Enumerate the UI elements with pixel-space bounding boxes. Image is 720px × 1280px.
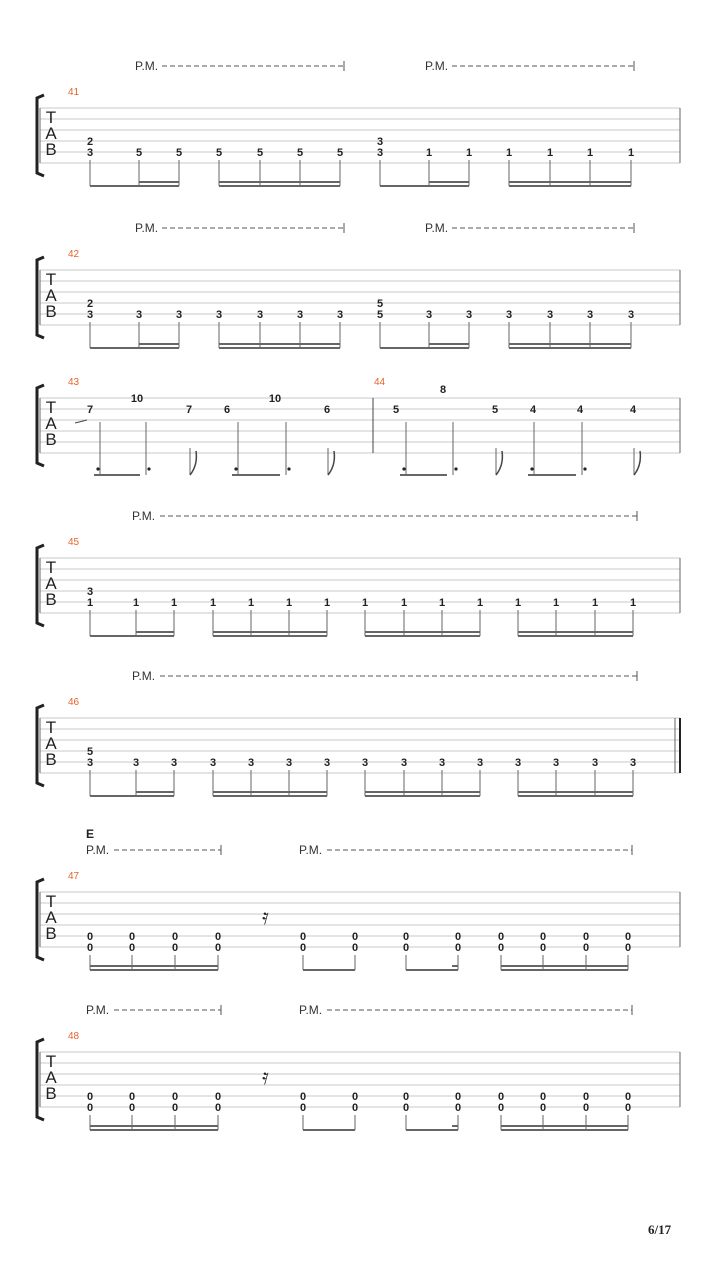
measure-number: 44 [374, 377, 386, 388]
fret-number: 3 [514, 757, 522, 769]
fret-number: 3 [209, 757, 217, 769]
fret-number: 0 [539, 1102, 547, 1114]
fret-number: 0 [624, 1102, 632, 1114]
palm-mute-label: P.M. [86, 1003, 110, 1017]
fret-number: 0 [351, 1091, 359, 1103]
fret-number: 0 [624, 931, 632, 943]
tab-clef-letter: B [45, 1084, 57, 1103]
fret-number: 5 [135, 147, 143, 159]
tab-clef-letter: B [45, 750, 57, 769]
fret-number: 3 [361, 757, 369, 769]
measure-number: 47 [68, 871, 80, 882]
fret-number: 1 [476, 597, 484, 609]
fret-number: 3 [86, 586, 94, 598]
palm-mute-label: P.M. [135, 59, 159, 73]
fret-number: 0 [214, 942, 222, 954]
tab-clef-letter: T [45, 270, 57, 289]
fret-number: 0 [86, 942, 94, 954]
fret-number: 10 [130, 393, 144, 405]
tab-clef-letter: T [45, 892, 57, 911]
note-flag [328, 451, 334, 475]
tab-clef-letter: B [45, 302, 57, 321]
fret-number: 5 [491, 404, 499, 416]
fret-number: 0 [497, 931, 505, 943]
fret-number: 1 [247, 597, 255, 609]
fret-number: 1 [400, 597, 408, 609]
fret-number: 5 [376, 309, 384, 321]
fret-number: 3 [400, 757, 408, 769]
fret-number: 0 [454, 1091, 462, 1103]
fret-number: 0 [454, 942, 462, 954]
dot [147, 467, 150, 470]
fret-number: 3 [86, 147, 94, 159]
dot [583, 467, 586, 470]
fret-number: 0 [497, 942, 505, 954]
fret-number: 1 [546, 147, 554, 159]
fret-number: 3 [629, 757, 637, 769]
fret-number: 0 [128, 1091, 136, 1103]
measure-number: 46 [68, 697, 80, 708]
section-marker: E [86, 827, 95, 841]
fret-number: 0 [497, 1102, 505, 1114]
palm-mute-label: P.M. [425, 59, 449, 73]
fret-number: 0 [402, 1091, 410, 1103]
fret-number: 4 [576, 404, 584, 416]
palm-mute-label: P.M. [86, 843, 110, 857]
fret-number: 0 [454, 931, 462, 943]
fret-number: 2 [86, 136, 94, 148]
dot [530, 467, 533, 470]
fret-number: 0 [351, 931, 359, 943]
tab-clef-letter: T [45, 1052, 57, 1071]
tab-clef-letter: A [45, 908, 57, 927]
fret-number: 0 [582, 1102, 590, 1114]
fret-number: 0 [539, 1091, 547, 1103]
fret-number: 0 [582, 1091, 590, 1103]
note-flag [496, 451, 502, 475]
fret-number: 3 [215, 309, 223, 321]
tab-clef-letter: T [45, 558, 57, 577]
dot [287, 467, 290, 470]
tab-clef-letter: T [45, 108, 57, 127]
fret-number: 1 [323, 597, 331, 609]
measure-number: 42 [68, 249, 80, 260]
fret-number: 0 [582, 931, 590, 943]
fret-number: 10 [268, 393, 282, 405]
fret-number: 0 [402, 942, 410, 954]
fret-number: 0 [351, 942, 359, 954]
fret-number: 1 [361, 597, 369, 609]
tab-clef-letter: B [45, 924, 57, 943]
fret-number: 0 [299, 1102, 307, 1114]
fret-number: 0 [171, 931, 179, 943]
fret-number: 3 [376, 136, 384, 148]
fret-number: 0 [539, 942, 547, 954]
fret-number: 3 [323, 757, 331, 769]
fret-number: 0 [402, 931, 410, 943]
tab-clef-letter: A [45, 1068, 57, 1087]
fret-number: 1 [586, 147, 594, 159]
fret-number: 0 [86, 1102, 94, 1114]
fret-number: 3 [438, 757, 446, 769]
fret-number: 1 [627, 147, 635, 159]
fret-number: 0 [214, 931, 222, 943]
fret-number: 1 [505, 147, 513, 159]
dot [96, 467, 99, 470]
fret-number: 0 [582, 942, 590, 954]
fret-number: 0 [171, 942, 179, 954]
fret-number: 1 [209, 597, 217, 609]
fret-number: 0 [128, 942, 136, 954]
fret-number: 2 [86, 298, 94, 310]
tab-clef-letter: A [45, 124, 57, 143]
tab-clef-letter: B [45, 140, 57, 159]
fret-number: 3 [296, 309, 304, 321]
tab-clef-letter: B [45, 430, 57, 449]
fret-number: 1 [629, 597, 637, 609]
fret-number: 1 [438, 597, 446, 609]
fret-number: 8 [439, 384, 447, 396]
fret-number: 1 [591, 597, 599, 609]
fret-number: 3 [546, 309, 554, 321]
palm-mute-label: P.M. [299, 1003, 323, 1017]
fret-number: 0 [624, 1091, 632, 1103]
fret-number: 3 [247, 757, 255, 769]
fret-number: 0 [299, 942, 307, 954]
fret-number: 0 [214, 1102, 222, 1114]
measure-number: 43 [68, 377, 80, 388]
fret-number: 0 [86, 1091, 94, 1103]
note-flag [634, 451, 640, 475]
rest-symbol: 𝄿 [262, 1065, 269, 1090]
fret-number: 3 [132, 757, 140, 769]
fret-number: 0 [128, 931, 136, 943]
note-flag [190, 451, 196, 475]
fret-number: 0 [624, 942, 632, 954]
fret-number: 5 [256, 147, 264, 159]
fret-number: 0 [351, 1102, 359, 1114]
fret-number: 5 [296, 147, 304, 159]
fret-number: 5 [86, 746, 94, 758]
palm-mute-label: P.M. [425, 221, 449, 235]
fret-number: 3 [175, 309, 183, 321]
fret-number: 1 [465, 147, 473, 159]
fret-number: 0 [128, 1102, 136, 1114]
fret-number: 1 [285, 597, 293, 609]
fret-number: 3 [627, 309, 635, 321]
fret-number: 7 [185, 404, 193, 416]
fret-number: 1 [552, 597, 560, 609]
fret-number: 4 [529, 404, 537, 416]
fret-number: 3 [465, 309, 473, 321]
tab-clef-letter: A [45, 574, 57, 593]
fret-number: 0 [497, 1091, 505, 1103]
fret-number: 5 [376, 298, 384, 310]
tab-clef-letter: A [45, 414, 57, 433]
measure-number: 48 [68, 1031, 80, 1042]
fret-number: 3 [552, 757, 560, 769]
fret-number: 0 [454, 1102, 462, 1114]
fret-number: 3 [86, 757, 94, 769]
palm-mute-label: P.M. [135, 221, 159, 235]
fret-number: 0 [214, 1091, 222, 1103]
fret-number: 1 [132, 597, 140, 609]
dot [454, 467, 457, 470]
fret-number: 1 [514, 597, 522, 609]
fret-number: 3 [505, 309, 513, 321]
rest-symbol: 𝄿 [262, 905, 269, 930]
fret-number: 3 [170, 757, 178, 769]
fret-number: 5 [336, 147, 344, 159]
palm-mute-label: P.M. [132, 509, 156, 523]
fret-number: 3 [425, 309, 433, 321]
measure-number: 41 [68, 87, 80, 98]
fret-number: 0 [171, 1102, 179, 1114]
fret-number: 0 [299, 1091, 307, 1103]
dot [234, 467, 237, 470]
fret-number: 3 [336, 309, 344, 321]
fret-number: 5 [175, 147, 183, 159]
fret-number: 3 [591, 757, 599, 769]
fret-number: 3 [476, 757, 484, 769]
tab-clef-letter: A [45, 286, 57, 305]
tab-clef-letter: A [45, 734, 57, 753]
tab-clef-letter: T [45, 398, 57, 417]
measure-number: 45 [68, 537, 80, 548]
palm-mute-label: P.M. [299, 843, 323, 857]
fret-number: 5 [392, 404, 400, 416]
fret-number: 6 [323, 404, 331, 416]
tab-clef-letter: B [45, 590, 57, 609]
fret-number: 3 [256, 309, 264, 321]
palm-mute-label: P.M. [132, 669, 156, 683]
tab-clef-letter: T [45, 718, 57, 737]
fret-number: 5 [215, 147, 223, 159]
fret-number: 3 [376, 147, 384, 159]
fret-number: 1 [425, 147, 433, 159]
fret-number: 3 [86, 309, 94, 321]
fret-number: 6 [223, 404, 231, 416]
fret-number: 0 [402, 1102, 410, 1114]
fret-number: 1 [170, 597, 178, 609]
fret-number: 0 [86, 931, 94, 943]
page-number: 6/17 [648, 1222, 672, 1237]
fret-number: 1 [86, 597, 94, 609]
fret-number: 0 [171, 1091, 179, 1103]
fret-number: 0 [539, 931, 547, 943]
fret-number: 0 [299, 931, 307, 943]
fret-number: 3 [135, 309, 143, 321]
fret-number: 4 [629, 404, 637, 416]
fret-number: 7 [86, 404, 94, 416]
fret-number: 3 [285, 757, 293, 769]
fret-number: 3 [586, 309, 594, 321]
dot [402, 467, 405, 470]
